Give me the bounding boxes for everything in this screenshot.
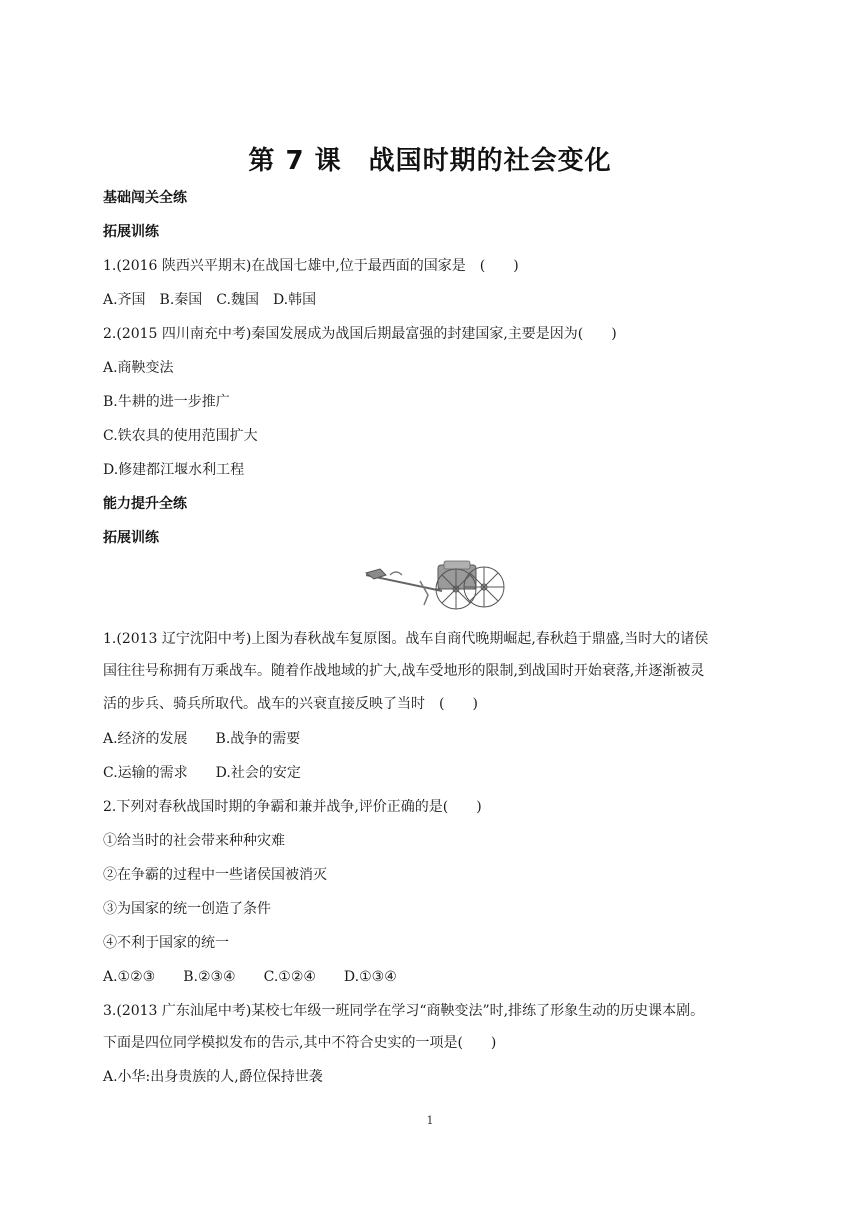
question-2-option-d: D.修建都江堰水利工程 [103, 462, 245, 478]
subsection-heading-extension: 拓展训练 [103, 224, 159, 240]
advanced-q1-stem-line-1: 1.(2013 辽宁沈阳中考)上图为春秋战车复原图。战车自商代晚期崛起,春秋趋于鼎盛,当时大的诸侯 [103, 631, 709, 647]
advanced-q2-item-4: ④不利于国家的统一 [103, 935, 229, 951]
advanced-q1-options-cd: C.运输的需求 D.社会的安定 [103, 765, 301, 781]
question-2-option-b: B.牛耕的进一步推广 [103, 394, 230, 410]
chariot-illustration [360, 551, 520, 615]
question-2-stem: 2.(2015 四川南充中考)秦国发展成为战国后期最富强的封建国家,主要是因为( ) [103, 326, 617, 342]
question-2-option-a: A.商鞅变法 [103, 360, 174, 376]
question-2-option-c: C.铁农具的使用范围扩大 [103, 428, 258, 444]
subsection-heading-extension-2: 拓展训练 [103, 530, 159, 546]
question-1-options: A.齐国 B.秦国 C.魏国 D.韩国 [103, 292, 317, 308]
page-title: 第 7 课 战国时期的社会变化 [248, 146, 612, 176]
advanced-q2-item-2: ②在争霸的过程中一些诸侯国被消灭 [103, 867, 327, 883]
advanced-q2-stem: 2.下列对春秋战国时期的争霸和兼并战争,评价正确的是( ) [103, 799, 482, 815]
advanced-q2-item-1: ①给当时的社会带来种种灾难 [103, 833, 285, 849]
advanced-q2-options: A.①②③ B.②③④ C.①②④ D.①③④ [103, 969, 397, 985]
advanced-q3-stem-line-1: 3.(2013 广东汕尾中考)某校七年级一班同学在学习“商鞅变法”时,排练了形象生动的历史课本剧。 [103, 1003, 705, 1019]
advanced-q1-stem-line-2: 国往往号称拥有万乘战车。随着作战地域的扩大,战车受地形的限制,到战国时开始衰落,并逐渐被灵 [103, 663, 705, 679]
page-number: 1 [426, 1114, 434, 1127]
advanced-q1-stem-line-3: 活的步兵、骑兵所取代。战车的兴衰直接反映了当时 ( ) [103, 696, 478, 712]
section-heading-advanced: 能力提升全练 [103, 496, 187, 512]
advanced-q2-item-3: ③为国家的统一创造了条件 [103, 901, 271, 917]
section-heading-basic: 基础闯关全练 [103, 190, 187, 206]
advanced-q3-option-a: A.小华:出身贵族的人,爵位保持世袭 [103, 1069, 323, 1085]
advanced-q3-stem-line-2: 下面是四位同学模拟发布的告示,其中不符合史实的一项是( ) [103, 1035, 497, 1051]
question-1-stem: 1.(2016 陕西兴平期末)在战国七雄中,位于最西面的国家是 ( ) [103, 258, 519, 274]
advanced-q1-options-ab: A.经济的发展 B.战争的需要 [103, 731, 301, 747]
